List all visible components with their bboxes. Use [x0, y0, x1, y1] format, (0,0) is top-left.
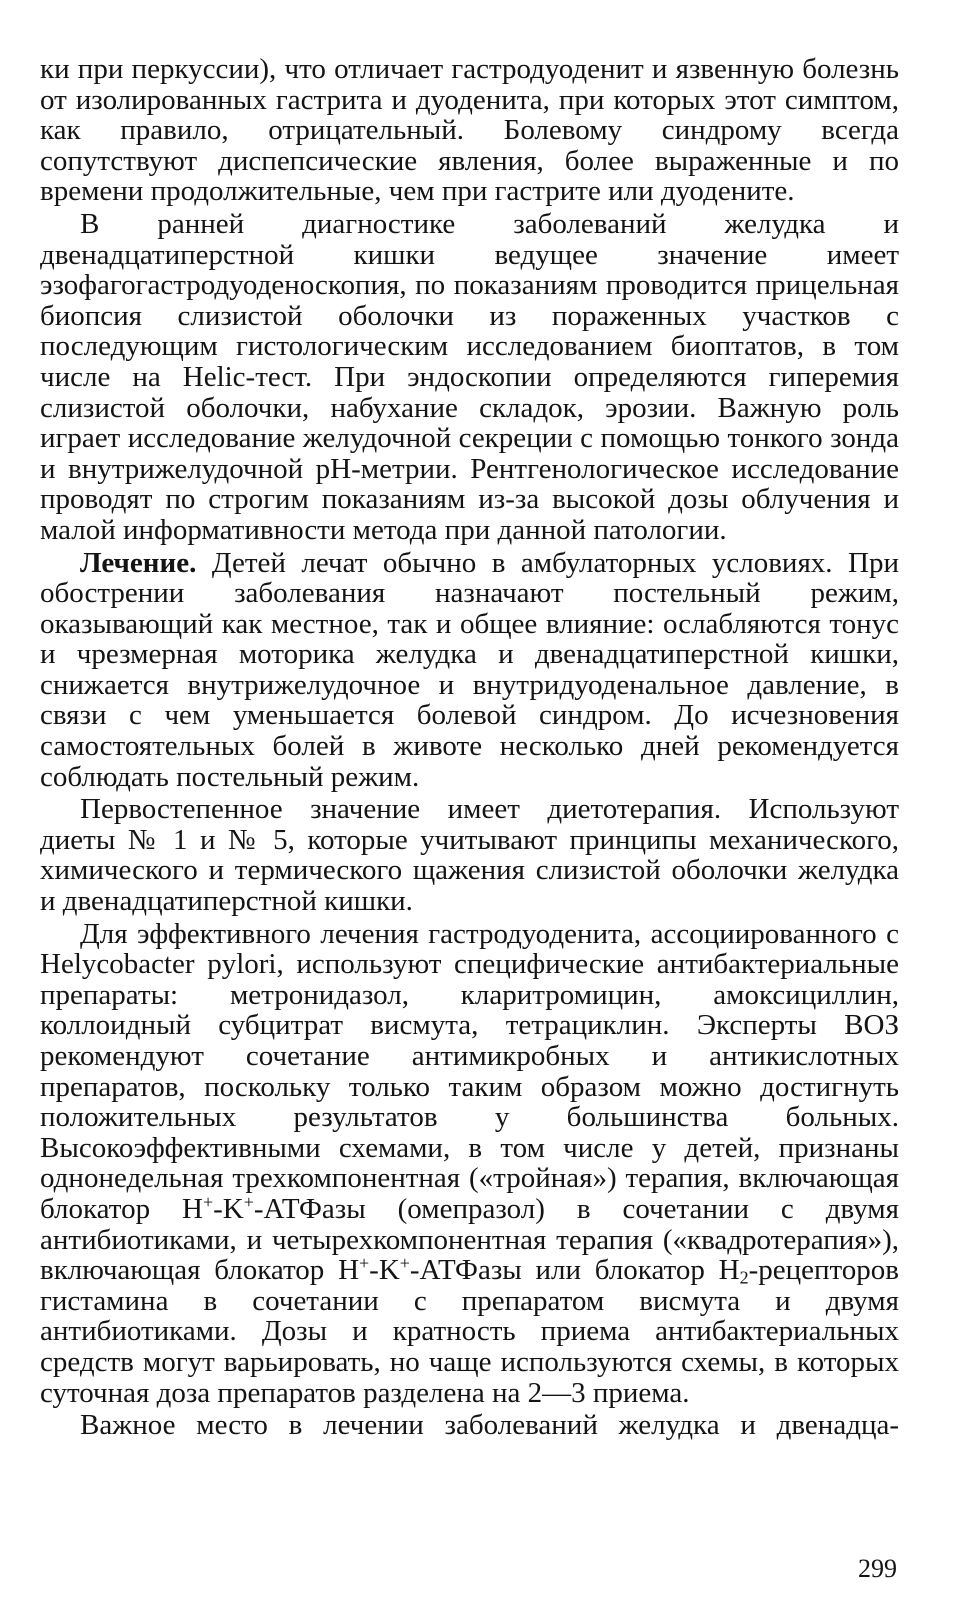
antibacterial-text-4: -K: [369, 1254, 400, 1287]
page-number: 299: [858, 1554, 897, 1583]
antibacterial-text-5: -АТФазы или блокатор H: [409, 1254, 740, 1287]
superscript-plus: +: [202, 1192, 214, 1213]
antibacterial-text-1: Для эффективного лечения гастродуоденита, ассоциированного с Helycobacter pylori, используют специфические антибактериальные препараты: метронидазол, кларитромицин, амоксициллин, коллоидный субцитрат висмута, тетрациклин. Эксперты ВОЗ рекомендуют сочетание антимикробных и антикислотных препаратов, поскольку только таким образом можно достигнуть положительных результатов у большинства больных. Высокоэффективными схемами, в том числе у детей, признаны однонедельная трехкомпонентная («тройная») терапия, включающая блокатор H: [40, 917, 899, 1225]
paragraph-continuation: ки при перкуссии), что отличает гастродуоденит и язвенную болезнь от изолированных гастрита и дуоденита, при которых этот симптом, как правило, отрицательный. Болевому синдрому всегда сопутствуют диспепсические явления, более выраженные и по времени продолжительные, чем при гастрите или дуодените.: [40, 53, 899, 208]
subscript-two: 2: [739, 1267, 749, 1288]
paragraph-treatment: [40, 548, 899, 793]
paragraph-diet: Первостепенное значение имеет диетотерапия. Используют диеты № 1 и № 5, которые учитывают принципы механического, химического и термического щажения слизистой оболочки желудка и двенадцатиперстной кишки.: [40, 793, 899, 918]
paragraph-antibacterial: [40, 919, 899, 1409]
antibacterial-text-3: -АТФазы (омепразол) в сочетании с двумя антибиотиками, и четырехкомпонентная терапия («квадротерапия»), включающая блокатор H: [40, 1192, 899, 1287]
superscript-plus: +: [359, 1253, 370, 1274]
superscript-plus: +: [243, 1192, 254, 1213]
paragraph-next: Важное место в лечении заболеваний желудка и двенадца-: [80, 1409, 899, 1442]
body-text: [40, 54, 899, 1441]
treatment-text: Детей лечат обычно в амбулаторных условиях. При обострении заболевания назначают постельный режим, оказывающий как местное, так и общее влияние: ослабляются тонус и чрезмерная моторика желудка и двенадцатиперстной кишки, снижается внутрижелудочное и внутридуоденальное давление, в связи с чем уменьшается болевой синдром. До исчезновения самостоятельных болей в животе несколько дней рекомендуется соблюдать постельный режим.: [40, 546, 899, 793]
antibacterial-text-6: -рецепторов гистамина в сочетании с препаратом висмута и двумя антибиотиками. Дозы и кратность приема антибактериальных средств могут варьировать, но чаще используются схемы, в которых суточная доза препаратов разделена на 2—3 приема.: [40, 1254, 899, 1409]
treatment-heading: Лечение.: [80, 546, 197, 579]
paragraph-diagnostics: В ранней диагностике заболеваний желудка и двенадцатиперстной кишки ведущее значение имеет эзофагогастродуоденоскопия, по показаниям проводится прицельная биопсия слизистой оболочки из пораженных участков с последующим гистологическим исследованием биоптатов, в том числе на Helic-тест. При эндоскопии определяются гиперемия слизистой оболочки, набухание складок, эрозии. Важную роль играет исследование желудочной секреции с помощью тонкого зонда и внутрижелудочной pH-метрии. Рентгенологическое исследование проводят по строгим показаниям из-за высокой дозы облучения и малой информативности метода при данной патологии.: [40, 207, 899, 546]
superscript-plus: +: [399, 1253, 410, 1274]
antibacterial-text-2: -K: [213, 1192, 244, 1225]
